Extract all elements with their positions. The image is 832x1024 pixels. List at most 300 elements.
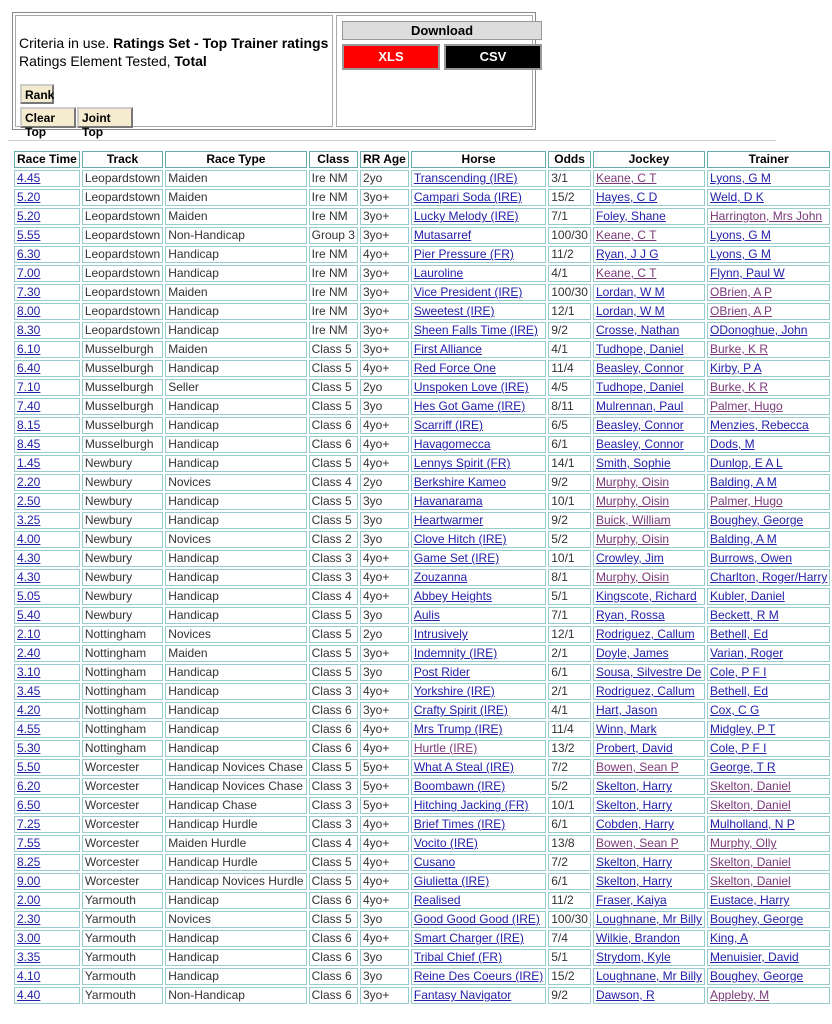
horse-cell — [411, 892, 546, 909]
csv-download-button[interactable]: CSV — [444, 44, 542, 70]
race-type-cell: Handicap Novices Hurdle — [165, 873, 306, 890]
race-time-link[interactable]: 7.40 — [17, 399, 41, 413]
trainer-link[interactable]: Menzies, Rebecca — [710, 418, 809, 432]
race-type-cell: Handicap — [165, 721, 306, 738]
table-row — [14, 189, 830, 206]
trainer-link[interactable]: Harrington, Mrs John — [710, 209, 823, 223]
trainer-link[interactable]: Palmer, Hugo — [710, 399, 783, 413]
trainer-link[interactable]: Menuisier, David — [710, 950, 799, 964]
class-cell: Class 5 — [309, 626, 358, 643]
trainer-cell — [707, 417, 830, 434]
trainer-link[interactable]: Appleby, M — [710, 988, 770, 1002]
jockey-link[interactable]: Lordan, W M — [595, 285, 665, 299]
jockey-link[interactable]: Buick, William — [595, 513, 671, 527]
jockey-link[interactable]: Beasley, Connor — [595, 437, 684, 451]
jockey-link[interactable]: Mulrennan, Paul — [595, 399, 684, 413]
race-time-link[interactable]: 8.30 — [17, 323, 41, 337]
rr-age-cell: 4yo+ — [360, 892, 409, 909]
trainer-link[interactable]: Burrows, Owen — [710, 551, 793, 565]
horse-cell — [411, 873, 546, 890]
class-cell: Class 6 — [309, 417, 358, 434]
odds-cell: 10/1 — [548, 797, 591, 814]
jockey-link[interactable]: Ryan, J J G — [595, 247, 659, 261]
table-row — [14, 854, 830, 871]
trainer-link[interactable]: Skelton, Daniel — [710, 779, 791, 793]
table-row — [14, 873, 830, 890]
trainer-link[interactable]: Midgley, P T — [710, 722, 776, 736]
jockey-link[interactable]: Tudhope, Daniel — [595, 342, 684, 356]
track-cell: Nottingham — [82, 683, 163, 700]
horse-link[interactable]: Unspoken Love (IRE) — [413, 380, 529, 394]
horse-link[interactable]: Havanarama — [413, 494, 483, 508]
rr-age-cell: 4yo+ — [360, 835, 409, 852]
track-cell: Worcester — [82, 835, 163, 852]
horse-link[interactable]: Reine Des Coeurs (IRE) — [413, 969, 544, 983]
trainer-link[interactable]: Kubler, Daniel — [710, 589, 785, 603]
horse-link[interactable]: Indemnity (IRE) — [413, 646, 498, 660]
class-cell: Group 3 — [309, 227, 358, 244]
horse-link[interactable]: Campari Soda (IRE) — [413, 190, 522, 204]
trainer-link[interactable]: Eustace, Harry — [710, 893, 790, 907]
race-time-link[interactable]: 4.40 — [17, 988, 41, 1002]
trainer-link[interactable]: Lyons, G M — [710, 247, 771, 261]
horse-link[interactable]: Zouzanna — [413, 570, 468, 584]
race-time-cell — [14, 968, 80, 985]
table-row — [14, 816, 830, 833]
rr-age-cell: 3yo — [360, 512, 409, 529]
rr-age-cell: 3yo+ — [360, 284, 409, 301]
horse-link[interactable]: Yorkshire (IRE) — [413, 684, 495, 698]
jockey-link[interactable]: Strydom, Kyle — [595, 950, 671, 964]
jockey-cell — [593, 569, 705, 586]
horse-cell — [411, 341, 546, 358]
race-time-cell — [14, 892, 80, 909]
race-time-link[interactable]: 6.40 — [17, 361, 41, 375]
race-time-link[interactable]: 5.20 — [17, 190, 41, 204]
column-header: Race Time — [14, 151, 80, 168]
rr-age-cell: 5yo+ — [360, 759, 409, 776]
horse-cell — [411, 265, 546, 282]
race-time-link[interactable]: 4.20 — [17, 703, 41, 717]
race-time-link[interactable]: 8.15 — [17, 418, 41, 432]
jockey-link[interactable]: Skelton, Harry — [595, 798, 672, 812]
track-cell: Nottingham — [82, 721, 163, 738]
odds-cell: 2/1 — [548, 645, 591, 662]
race-time-link[interactable]: 8.45 — [17, 437, 41, 451]
horse-link[interactable]: Mutasarref — [413, 228, 472, 242]
trainer-link[interactable]: OBrien, A P — [710, 285, 773, 299]
race-time-link[interactable]: 3.25 — [17, 513, 41, 527]
jockey-link[interactable]: Skelton, Harry — [595, 855, 672, 869]
track-cell: Leopardstown — [82, 189, 163, 206]
race-time-link[interactable]: 4.10 — [17, 969, 41, 983]
race-time-link[interactable]: 5.05 — [17, 589, 41, 603]
trainer-link[interactable]: Burke, K R — [710, 380, 769, 394]
race-type-cell: Handicap Novices Chase — [165, 759, 306, 776]
jockey-link[interactable]: Rodriguez, Callum — [595, 684, 695, 698]
race-type-cell: Handicap — [165, 740, 306, 757]
xls-download-button[interactable]: XLS — [342, 44, 440, 70]
horse-cell — [411, 303, 546, 320]
race-time-link[interactable]: 5.50 — [17, 760, 41, 774]
class-cell: Ire NM — [309, 322, 358, 339]
race-time-link[interactable]: 7.10 — [17, 380, 41, 394]
race-time-cell — [14, 987, 80, 1004]
table-row — [14, 664, 830, 681]
horse-link[interactable]: Tribal Chief (FR) — [413, 950, 503, 964]
horse-link[interactable]: Lennys Spirit (FR) — [413, 456, 511, 470]
race-time-link[interactable]: 6.30 — [17, 247, 41, 261]
horse-link[interactable]: Post Rider — [413, 665, 470, 679]
rr-age-cell: 2yo — [360, 626, 409, 643]
jockey-link[interactable]: Skelton, Harry — [595, 779, 672, 793]
class-cell: Class 6 — [309, 436, 358, 453]
horse-link[interactable]: Boombawn (IRE) — [413, 779, 506, 793]
jockey-link[interactable]: Murphy, Oisin — [595, 494, 670, 508]
jockey-cell — [593, 531, 705, 548]
odds-cell: 10/1 — [548, 493, 591, 510]
race-type-cell: Handicap Novices Chase — [165, 778, 306, 795]
jockey-link[interactable]: Lordan, W M — [595, 304, 665, 318]
class-cell: Class 5 — [309, 911, 358, 928]
horse-link[interactable]: Smart Charger (IRE) — [413, 931, 524, 945]
horse-link[interactable]: Hurtle (IRE) — [413, 741, 478, 755]
race-time-link[interactable]: 2.00 — [17, 893, 41, 907]
trainer-link[interactable]: ODonoghue, John — [710, 323, 808, 337]
download-title: Download — [342, 21, 542, 40]
trainer-link[interactable]: Boughey, George — [710, 912, 804, 926]
horse-cell — [411, 436, 546, 453]
race-type-cell: Novices — [165, 911, 306, 928]
trainer-link[interactable]: Lyons, G M — [710, 228, 771, 242]
horse-link[interactable]: Vocito (IRE) — [413, 836, 478, 850]
jockey-link[interactable]: Beasley, Connor — [595, 361, 684, 375]
jockey-link[interactable]: Murphy, Oisin — [595, 570, 670, 584]
horse-cell — [411, 702, 546, 719]
horse-link[interactable]: Sweetest (IRE) — [413, 304, 495, 318]
race-time-link[interactable]: 1.45 — [17, 456, 41, 470]
trainer-link[interactable]: Boughey, George — [710, 513, 804, 527]
jockey-link[interactable]: Murphy, Oisin — [595, 475, 670, 489]
trainer-link[interactable]: Mulholland, N P — [710, 817, 795, 831]
race-time-link[interactable]: 8.00 — [17, 304, 41, 318]
class-cell: Class 6 — [309, 702, 358, 719]
trainer-cell — [707, 569, 830, 586]
jockey-link[interactable]: Skelton, Harry — [595, 874, 672, 888]
rr-age-cell: 4yo+ — [360, 930, 409, 947]
jockey-cell — [593, 721, 705, 738]
trainer-link[interactable]: Kirby, P A — [710, 361, 762, 375]
race-time-link[interactable]: 7.30 — [17, 285, 41, 299]
trainer-cell — [707, 189, 830, 206]
jockey-link[interactable]: Smith, Sophie — [595, 456, 671, 470]
horse-link[interactable]: Lucky Melody (IRE) — [413, 209, 519, 223]
horse-link[interactable]: Berkshire Kameo — [413, 475, 506, 489]
jockey-link[interactable]: Keane, C T — [595, 171, 657, 185]
jockey-link[interactable]: Ryan, Rossa — [595, 608, 665, 622]
jockey-link[interactable]: Bowen, Sean P — [595, 836, 679, 850]
criteria-panel — [12, 12, 536, 139]
horse-link[interactable]: Heartwarmer — [413, 513, 484, 527]
class-cell: Class 5 — [309, 607, 358, 624]
race-time-link[interactable]: 4.45 — [17, 171, 41, 185]
horse-link[interactable]: First Alliance — [413, 342, 482, 356]
class-cell: Ire NM — [309, 246, 358, 263]
jockey-link[interactable]: Keane, C T — [595, 266, 657, 280]
jockey-link[interactable]: Beasley, Connor — [595, 418, 684, 432]
jockey-link[interactable]: Cobden, Harry — [595, 817, 674, 831]
trainer-link[interactable]: Flynn, Paul W — [710, 266, 785, 280]
jockey-cell — [593, 778, 705, 795]
jockey-cell — [593, 873, 705, 890]
class-cell: Class 3 — [309, 816, 358, 833]
race-time-link[interactable]: 3.35 — [17, 950, 41, 964]
horse-link[interactable]: Hes Got Game (IRE) — [413, 399, 526, 413]
trainer-cell — [707, 531, 830, 548]
race-time-link[interactable]: 8.25 — [17, 855, 41, 869]
odds-cell: 7/1 — [548, 607, 591, 624]
trainer-link[interactable]: Bethell, Ed — [710, 627, 769, 641]
race-time-link[interactable]: 4.00 — [17, 532, 41, 546]
horse-link[interactable]: Good Good Good (IRE) — [413, 912, 540, 926]
class-cell: Class 5 — [309, 854, 358, 871]
trainer-link[interactable]: Skelton, Daniel — [710, 855, 791, 869]
jockey-link[interactable]: Probert, David — [595, 741, 673, 755]
track-cell: Worcester — [82, 797, 163, 814]
race-time-link[interactable]: 2.20 — [17, 475, 41, 489]
trainer-link[interactable]: Palmer, Hugo — [710, 494, 783, 508]
table-row — [14, 341, 830, 358]
trainer-link[interactable]: OBrien, A P — [710, 304, 773, 318]
class-cell: Ire NM — [309, 303, 358, 320]
jockey-link[interactable]: Foley, Shane — [595, 209, 666, 223]
horse-cell — [411, 455, 546, 472]
table-row — [14, 569, 830, 586]
rr-age-cell: 2yo — [360, 474, 409, 491]
trainer-link[interactable]: George, T R — [710, 760, 776, 774]
table-row — [14, 550, 830, 567]
table-row — [14, 303, 830, 320]
race-time-cell — [14, 284, 80, 301]
race-time-link[interactable]: 5.55 — [17, 228, 41, 242]
odds-cell: 4/1 — [548, 702, 591, 719]
trainer-cell — [707, 398, 830, 415]
trainer-link[interactable]: Burke, K R — [710, 342, 769, 356]
trainer-link[interactable]: Dods, M — [710, 437, 755, 451]
table-row — [14, 227, 830, 244]
jockey-link[interactable]: Hart, Jason — [595, 703, 658, 717]
table-row — [14, 759, 830, 776]
trainer-link[interactable]: Lyons, G M — [710, 171, 771, 185]
table-row — [14, 740, 830, 757]
trainer-cell — [707, 588, 830, 605]
column-header: Jockey — [593, 151, 705, 168]
jockey-link[interactable]: Tudhope, Daniel — [595, 380, 684, 394]
trainer-link[interactable]: Charlton, Roger/Harry — [710, 570, 828, 584]
trainer-cell — [707, 911, 830, 928]
jockey-link[interactable]: Dawson, R — [595, 988, 655, 1002]
race-time-link[interactable]: 6.20 — [17, 779, 41, 793]
horse-cell — [411, 550, 546, 567]
class-cell: Class 3 — [309, 778, 358, 795]
trainer-link[interactable]: Cole, P F I — [710, 741, 767, 755]
class-cell: Ire NM — [309, 265, 358, 282]
horse-link[interactable]: Pier Pressure (FR) — [413, 247, 514, 261]
joint-top-button[interactable]: Joint Top — [77, 107, 133, 128]
class-cell: Class 6 — [309, 949, 358, 966]
jockey-link[interactable]: Crowley, Jim — [595, 551, 664, 565]
jockey-link[interactable]: Keane, C T — [595, 228, 657, 242]
class-cell: Class 5 — [309, 455, 358, 472]
jockey-link[interactable]: Loughnane, Mr Billy — [595, 969, 702, 983]
ratings-element-value: Total — [174, 53, 207, 69]
trainer-link[interactable]: King, A — [710, 931, 749, 945]
jockey-link[interactable]: Hayes, C D — [595, 190, 658, 204]
horse-link[interactable]: Lauroline — [413, 266, 464, 280]
jockey-link[interactable]: Winn, Mark — [595, 722, 657, 736]
race-time-link[interactable]: 7.00 — [17, 266, 41, 280]
trainer-link[interactable]: Murphy, Olly — [710, 836, 777, 850]
jockey-link[interactable]: Crosse, Nathan — [595, 323, 680, 337]
rr-age-cell: 3yo+ — [360, 341, 409, 358]
trainer-link[interactable]: Bethell, Ed — [710, 684, 769, 698]
horse-link[interactable]: Fantasy Navigator — [413, 988, 512, 1002]
horse-link[interactable]: Game Set (IRE) — [413, 551, 500, 565]
horse-link[interactable]: Sheen Falls Time (IRE) — [413, 323, 538, 337]
race-time-cell — [14, 816, 80, 833]
rr-age-cell: 4yo+ — [360, 569, 409, 586]
class-cell: Class 5 — [309, 493, 358, 510]
class-cell: Class 6 — [309, 968, 358, 985]
race-type-cell: Handicap — [165, 436, 306, 453]
race-time-link[interactable]: 4.30 — [17, 570, 41, 584]
race-time-link[interactable]: 6.10 — [17, 342, 41, 356]
horse-link[interactable]: Cusano — [413, 855, 456, 869]
jockey-link[interactable]: Loughnane, Mr Billy — [595, 912, 702, 926]
jockey-link[interactable]: Doyle, James — [595, 646, 669, 660]
horse-link[interactable]: Clove Hitch (IRE) — [413, 532, 507, 546]
trainer-cell — [707, 721, 830, 738]
column-header: Horse — [411, 151, 546, 168]
race-time-cell — [14, 379, 80, 396]
trainer-link[interactable]: Dunlop, E A L — [710, 456, 783, 470]
horse-link[interactable]: Mrs Trump (IRE) — [413, 722, 503, 736]
race-time-link[interactable]: 5.20 — [17, 209, 41, 223]
horse-link[interactable]: Aulis — [413, 608, 440, 622]
trainer-link[interactable]: Balding, A M — [710, 532, 777, 546]
race-time-link[interactable]: 3.45 — [17, 684, 41, 698]
race-time-cell — [14, 740, 80, 757]
track-cell: Yarmouth — [82, 930, 163, 947]
track-cell: Leopardstown — [82, 265, 163, 282]
horse-cell — [411, 512, 546, 529]
horse-link[interactable]: Scarriff (IRE) — [413, 418, 483, 432]
race-time-link[interactable]: 4.55 — [17, 722, 41, 736]
class-cell: Ire NM — [309, 189, 358, 206]
trainer-link[interactable]: Weld, D K — [710, 190, 764, 204]
jockey-link[interactable]: Murphy, Oisin — [595, 532, 670, 546]
rr-age-cell: 3yo+ — [360, 645, 409, 662]
horse-link[interactable]: Red Force One — [413, 361, 496, 375]
race-time-link[interactable]: 2.10 — [17, 627, 41, 641]
trainer-link[interactable]: Beckett, R M — [710, 608, 779, 622]
table-row — [14, 607, 830, 624]
trainer-link[interactable]: Balding, A M — [710, 475, 777, 489]
odds-cell: 9/2 — [548, 987, 591, 1004]
rank-button[interactable]: Rank — [20, 84, 54, 104]
jockey-cell — [593, 930, 705, 947]
race-time-link[interactable]: 7.55 — [17, 836, 41, 850]
odds-cell: 6/1 — [548, 873, 591, 890]
race-time-link[interactable]: 7.25 — [17, 817, 41, 831]
jockey-link[interactable]: Sousa, Silvestre De — [595, 665, 702, 679]
jockey-link[interactable]: Rodriguez, Callum — [595, 627, 695, 641]
jockey-cell — [593, 360, 705, 377]
odds-cell: 3/1 — [548, 170, 591, 187]
race-time-link[interactable]: 2.40 — [17, 646, 41, 660]
trainer-link[interactable]: Cox, C G — [710, 703, 760, 717]
jockey-link[interactable]: Bowen, Sean P — [595, 760, 679, 774]
trainer-link[interactable]: Skelton, Daniel — [710, 798, 791, 812]
track-cell: Worcester — [82, 778, 163, 795]
horse-link[interactable]: Transcending (IRE) — [413, 171, 518, 185]
race-type-cell: Maiden — [165, 645, 306, 662]
horse-link[interactable]: Intrusively — [413, 627, 468, 641]
horse-cell — [411, 778, 546, 795]
trainer-link[interactable]: Skelton, Daniel — [710, 874, 791, 888]
horse-link[interactable]: Abbey Heights — [413, 589, 492, 603]
race-type-cell: Non-Handicap — [165, 987, 306, 1004]
jockey-link[interactable]: Wilkie, Brandon — [595, 931, 680, 945]
trainer-cell — [707, 987, 830, 1004]
race-time-link[interactable]: 5.30 — [17, 741, 41, 755]
trainer-link[interactable]: Varian, Roger — [710, 646, 784, 660]
horse-link[interactable]: Realised — [413, 893, 461, 907]
race-time-cell — [14, 569, 80, 586]
trainer-cell — [707, 436, 830, 453]
race-time-link[interactable]: 5.40 — [17, 608, 41, 622]
race-time-link[interactable]: 9.00 — [17, 874, 41, 888]
clear-top-button[interactable]: Clear Top — [20, 107, 76, 128]
odds-cell: 11/4 — [548, 721, 591, 738]
trainer-link[interactable]: Boughey, George — [710, 969, 804, 983]
race-time-link[interactable]: 2.50 — [17, 494, 41, 508]
horse-link[interactable]: What A Steal (IRE) — [413, 760, 514, 774]
jockey-link[interactable]: Kingscote, Richard — [595, 589, 697, 603]
jockey-link[interactable]: Fraser, Kaiya — [595, 893, 667, 907]
horse-link[interactable]: Hitching Jacking (FR) — [413, 798, 529, 812]
race-time-link[interactable]: 3.10 — [17, 665, 41, 679]
horse-link[interactable]: Giulietta (IRE) — [413, 874, 490, 888]
horse-link[interactable]: Brief Times (IRE) — [413, 817, 506, 831]
horse-link[interactable]: Vice President (IRE) — [413, 285, 523, 299]
race-time-link[interactable]: 2.30 — [17, 912, 41, 926]
track-cell: Nottingham — [82, 702, 163, 719]
odds-cell: 8/1 — [548, 569, 591, 586]
race-time-link[interactable]: 6.50 — [17, 798, 41, 812]
trainer-link[interactable]: Cole, P F I — [710, 665, 767, 679]
race-time-link[interactable]: 3.00 — [17, 931, 41, 945]
race-type-cell: Novices — [165, 626, 306, 643]
race-time-cell — [14, 626, 80, 643]
table-row — [14, 797, 830, 814]
race-type-cell: Handicap — [165, 398, 306, 415]
horse-link[interactable]: Havagomecca — [413, 437, 491, 451]
table-row — [14, 892, 830, 909]
horse-link[interactable]: Crafty Spirit (IRE) — [413, 703, 508, 717]
race-time-link[interactable]: 4.30 — [17, 551, 41, 565]
race-type-cell: Handicap — [165, 493, 306, 510]
